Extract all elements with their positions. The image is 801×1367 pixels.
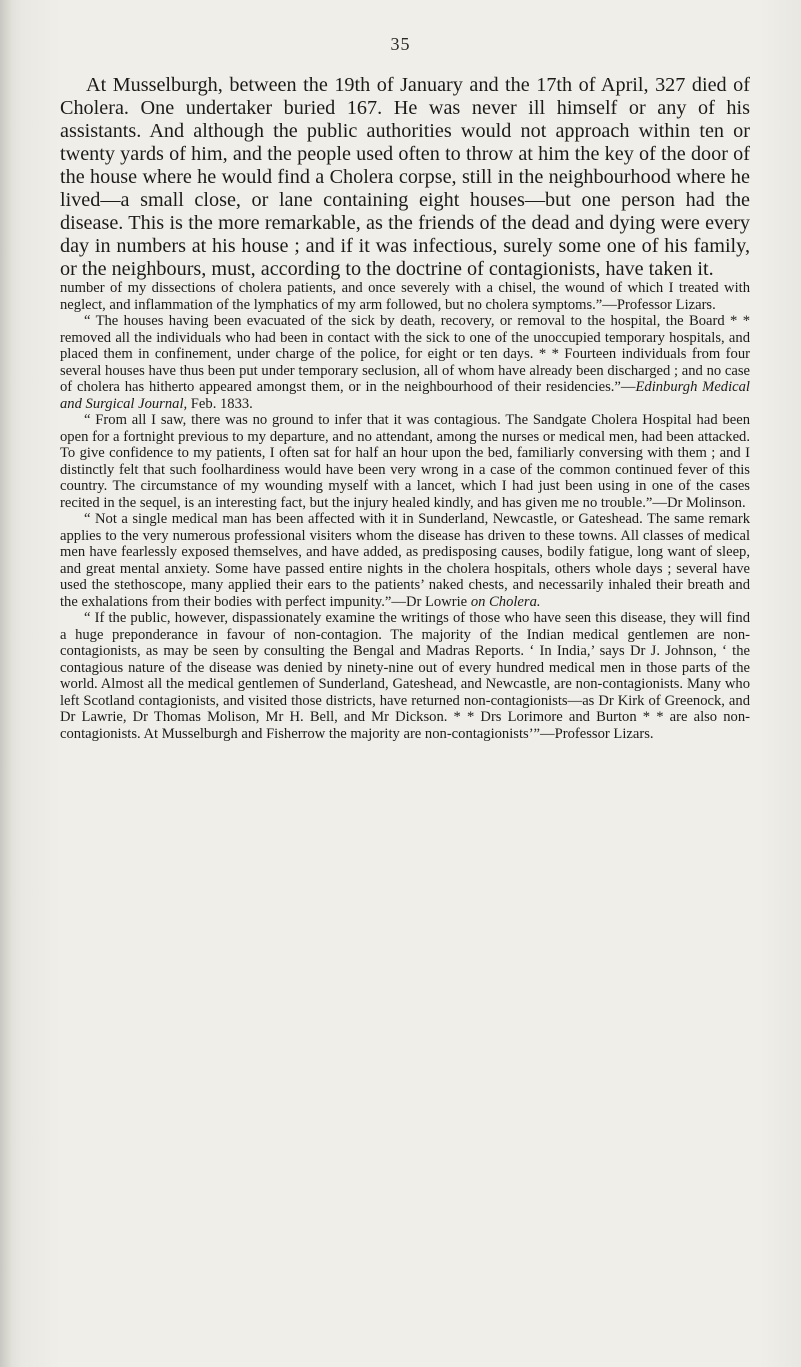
quote-text: “ The houses having been evacuated of the sick by death, recovery, or removal to the hospital, the Board * * removed all the individuals who had been in contact with the sick to one of the unoccupied temporary hospitals, and placed them in confinement, under charge of the police, for eight or ten days. * * Fourteen individuals from four several houses have thus been put under temporary seclusion, all of whom have already been discharged ; and no case of cholera has hitherto appeared amongst them, or in the neighbourhood of their residencies.”— <box>60 313 750 395</box>
quote-text: number of my dissections of cholera patients, and once severely with a chisel, the wound of which I treated with neglect, and inflammation of the lymphatics of my arm followed, but no cholera symptoms.”— <box>60 280 750 313</box>
quote-source: Feb. 1833. <box>187 395 253 412</box>
quote-source: Professor Lizars. <box>554 725 654 742</box>
quoted-testimonies <box>60 280 750 742</box>
quote-source: Dr Lowrie <box>405 593 471 610</box>
quote-edinburgh-journal <box>60 313 750 412</box>
page-gutter-shadow <box>0 0 12 1367</box>
quote-source-italic: on Cholera. <box>470 593 541 610</box>
quote-text: “ If the public, however, dispassionately examine the writings of those who have seen this disease, they will find a huge preponderance in favour of non-contagion. The majority of the Indian medical gentlemen are non-contagionists, as may be seen by consulting the Bengal and Madras Reports. ‘ In India,’ says Dr J. Johnson, ‘ the contagious nature of the disease was denied by ninety-nine out of every hundred medical men in those parts of the world. Almost all the medical gentlemen of Sunderland, Gateshead, and Newcastle, are non-contagionists. Many who left Scotland contagionists, and visited those districts, have returned non-contagionists—as Dr Kirk of Greenock, and Dr Lawrie, Dr Thomas Molison, Mr H. Bell, and Mr Dickson. * * Drs Lorimore and Burton * * are also non-contagionists. At Musselburgh and Fisherrow the majority are non-contagionists’”— <box>60 610 750 742</box>
quote-lizars-dissections <box>60 280 750 313</box>
quote-text: “ Not a single medical man has been affected with it in Sunderland, Newcastle, or Gateshead. The same remark applies to the very numerous professional visiters whom the disease has driven to these towns. All classes of medical men have fearlessly exposed themselves, and have added, as predisposing causes, bodily fatigue, long want of sleep, and great mental anxiety. Some have passed entire nights in the cholera hospitals, others whole days ; several have used the stethoscope, many applied their ears to the patients’ naked chests, and necessarily inhaled their breath and the exhalations from their bodies with perfect impunity.”— <box>60 511 750 610</box>
quote-source: Dr Molinson. <box>666 494 746 511</box>
quote-lowrie <box>60 511 750 610</box>
quote-molinson <box>60 412 750 511</box>
quote-lizars-noncontagion <box>60 610 750 742</box>
quote-source-italic: Edinburgh Medical and Surgical Journal, <box>60 379 750 412</box>
main-paragraph: At Musselburgh, between the 19th of January and the 17th of April, 327 died of Cholera. One undertaker buried 167. He was never ill himself or any of his assistants. And although the public authorities would not approach within ten or twenty yards of him, and the people used often to throw at him the key of the door of the house where he would find a Cholera corpse, still in the neighbourhood where he lived—a small close, or lane containing eight houses—but one person had the disease. This is the more remarkable, as the friends of the dead and dying were every day in numbers at his house ; and if it was infectious, surely some one of his family, or the neighbours, must, according to the doctrine of contagionists, have taken it. <box>60 74 750 280</box>
page-number: 35 <box>390 34 411 54</box>
quote-source: Professor Lizars. <box>616 296 716 313</box>
quote-text: “ From all I saw, there was no ground to infer that it was contagious. The Sandgate Cholera Hospital had been open for a fortnight previous to my departure, and no attendant, among the nurses or medical men, had been attacked. To give confidence to my patients, I often sat for half an hour upon the bed, familiarly conversing with them ; and I distinctly felt that such foolhardiness would have been very wrong in a case of the common continued fever of this country. The circumstance of my wounding myself with a lancet, which I had just been using in one of the cases recited in the sequel, is an interesting fact, but the injury healed kindly, and has given me no trouble.”— <box>60 412 750 511</box>
